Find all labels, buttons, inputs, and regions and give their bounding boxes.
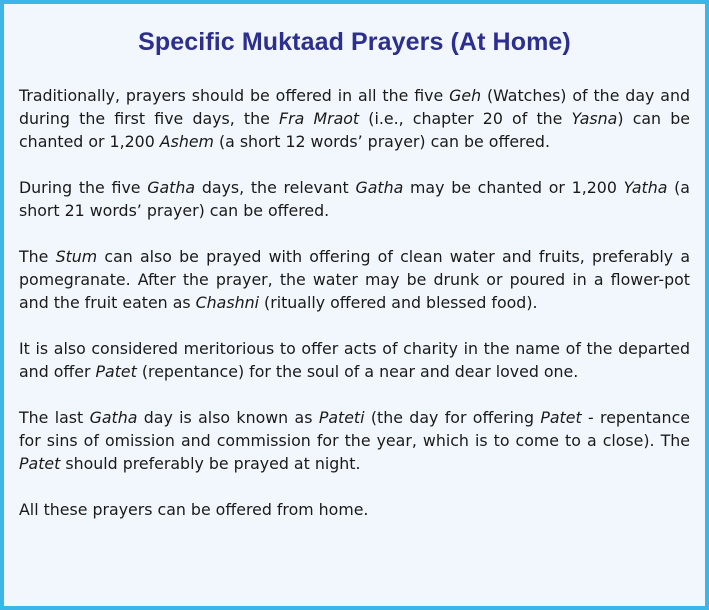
text-run: (ritually offered and blessed food). [259,293,538,312]
italic-term: Chashni [195,293,260,312]
text-run: (a short 21 words’ prayer) can be offered. [19,178,690,220]
text-run: day is also known as [137,408,319,427]
italic-term: Ashem [159,132,214,151]
italic-term: Geh [449,86,482,105]
italic-term: Gatha [147,178,196,197]
paragraph-charity [19,337,690,383]
paragraph-gatha-days [19,176,690,222]
text-run: ) can be chanted or 1,200 [19,109,690,151]
text-run: (i.e., chapter 20 of the [359,109,572,128]
text-run: may be chanted or 1,200 [403,178,624,197]
text-run: During the five [19,178,148,197]
text-run: should preferably be prayed at night. [60,454,361,473]
text-run: All these prayers can be offered from home. [19,500,369,519]
italic-term: Gatha [355,178,404,197]
text-run: - repentance for sins of omission and commission for the year, which is to come to a close). The [19,408,690,450]
text-run: The [19,247,56,266]
text-run: (Watches) of the day and during the first five days, the [19,86,690,128]
paragraph-home-prayers [19,498,690,521]
italic-term: Fra Mraot [279,109,360,128]
italic-term: Patet [19,454,61,473]
italic-term: Pateti [318,408,365,427]
italic-term: Patet [540,408,582,427]
italic-term: Yasna [571,109,618,128]
italic-term: Patet [95,362,137,381]
italic-term: Gatha [89,408,138,427]
text-run: Traditionally, prayers should be offered in all the five [19,86,450,105]
text-run: (a short 12 words’ prayer) can be offered. [213,132,550,151]
text-run: It is also considered meritorious to offer acts of charity in the name of the departed and offer [19,339,690,381]
paragraph-traditional-prayers [19,84,690,153]
text-run: (repentance) for the soul of a near and dear loved one. [136,362,579,381]
text-run: can also be prayed with offering of clean water and fruits, preferably a pomegranate. After the prayer, the water may be drunk or poured in a flower-pot and the fruit eaten as [19,247,690,312]
paragraph-stum-offering [19,245,690,314]
text-run: (the day for offering [364,408,541,427]
box-title: Specific Muktaad Prayers (At Home) [138,28,571,56]
box-body [19,84,690,521]
italic-term: Yatha [623,178,668,197]
paragraph-pateti [19,406,690,475]
text-run: days, the relevant [195,178,356,197]
italic-term: Stum [55,247,98,266]
text-run: The last [19,408,90,427]
